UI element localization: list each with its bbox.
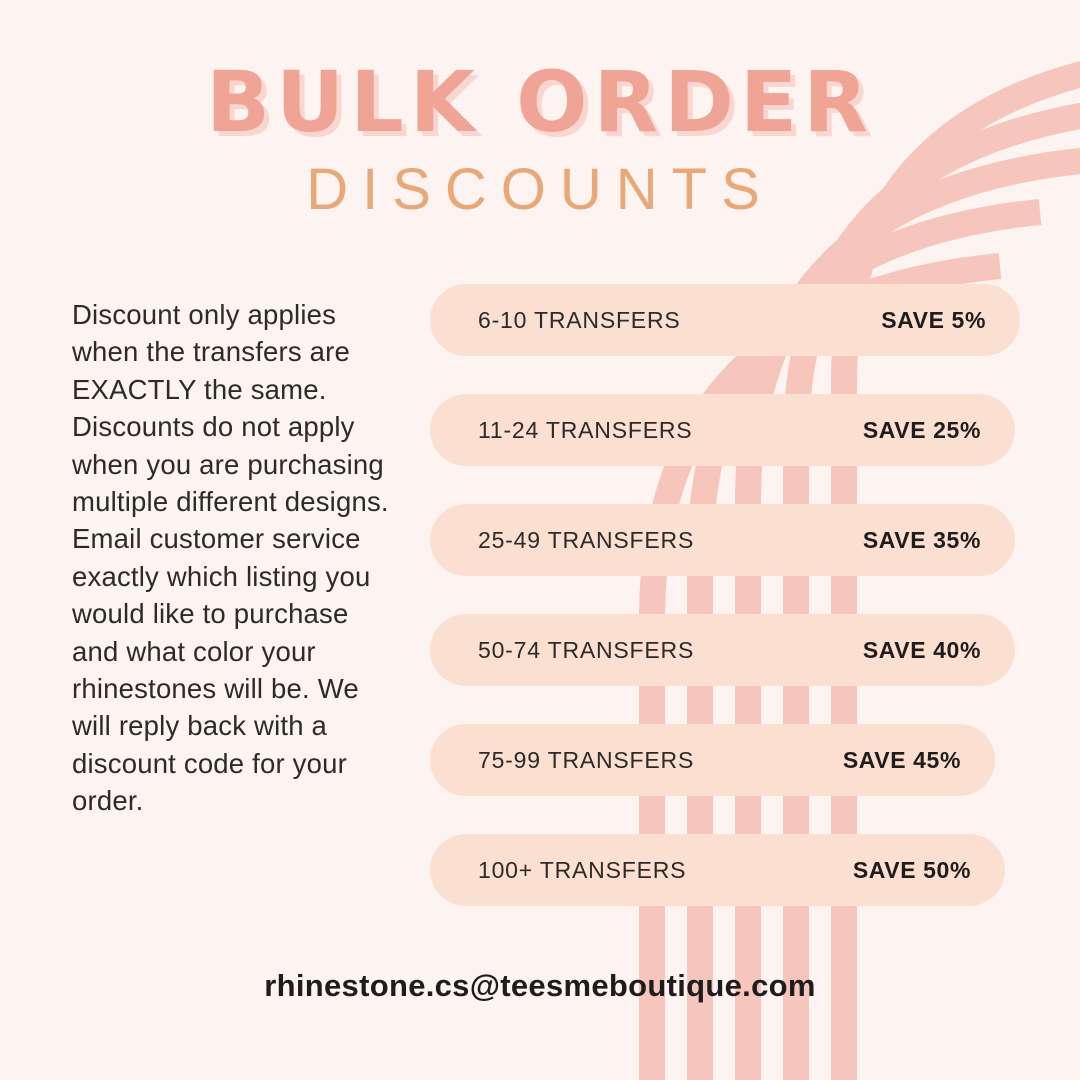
contact-email: rhinestone.cs@teesmeboutique.com [264, 968, 816, 1003]
tier-discount-value: SAVE 35% [862, 526, 981, 553]
tier-quantity-label: 75-99 TRANSFERS [478, 746, 695, 773]
page-title-block [0, 53, 1080, 223]
page-title: BULK ORDER [206, 53, 874, 151]
list-item [430, 284, 1020, 356]
page-subtitle: DISCOUNTS [306, 157, 774, 222]
list-item [430, 394, 1015, 466]
list-item [430, 504, 1015, 576]
list-item [430, 614, 1015, 686]
tier-discount-value: SAVE 45% [842, 746, 961, 773]
list-item [430, 834, 1005, 906]
tier-discount-value: SAVE 40% [862, 636, 981, 663]
tier-quantity-label: 25-49 TRANSFERS [478, 526, 695, 553]
discount-policy-text: Discount only applies when the transfers are EXACTLY the same. Discounts do not apply when you are purchasing multiple different designs. Email customer service exactly which listing you would like to purchase and what color your rhinestones will be. We will reply back with a discount code for your order. [72, 299, 397, 817]
tier-quantity-label: 6-10 TRANSFERS [478, 306, 681, 333]
tier-quantity-label: 100+ TRANSFERS [478, 856, 687, 883]
tier-quantity-label: 50-74 TRANSFERS [478, 636, 695, 663]
tier-discount-value: SAVE 50% [852, 856, 971, 883]
list-item [430, 724, 995, 796]
tier-discount-value: SAVE 25% [862, 416, 981, 443]
tier-discount-value: SAVE 5% [881, 306, 986, 333]
discount-tier-list [430, 284, 1020, 944]
tier-quantity-label: 11-24 TRANSFERS [478, 416, 693, 443]
